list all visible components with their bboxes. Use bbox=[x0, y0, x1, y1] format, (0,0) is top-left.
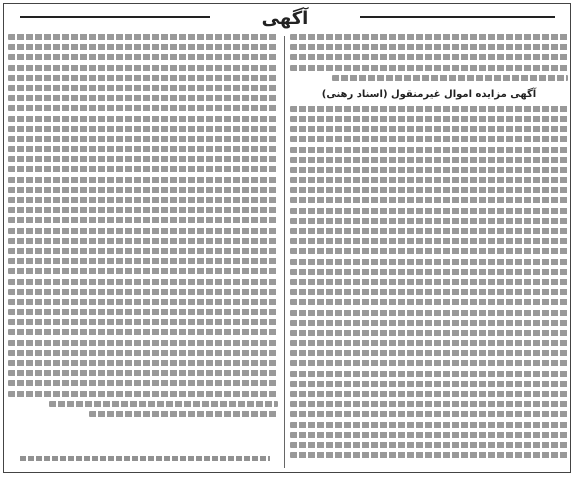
auction-subtitle: آگهی مزایده اموال غیرمنقول (اسناد رهنی) bbox=[321, 88, 537, 100]
signature-line bbox=[20, 456, 270, 466]
notice-header bbox=[200, 6, 370, 30]
right-top-paragraph bbox=[290, 34, 568, 81]
notice-title: آگهی bbox=[261, 7, 309, 29]
header-rule-left bbox=[20, 16, 210, 18]
left-body-paragraph bbox=[8, 34, 278, 417]
right-body-paragraph bbox=[290, 106, 568, 458]
column-divider bbox=[284, 36, 285, 468]
left-column bbox=[8, 34, 278, 470]
right-column bbox=[290, 34, 568, 470]
header-rule-right bbox=[360, 16, 555, 18]
